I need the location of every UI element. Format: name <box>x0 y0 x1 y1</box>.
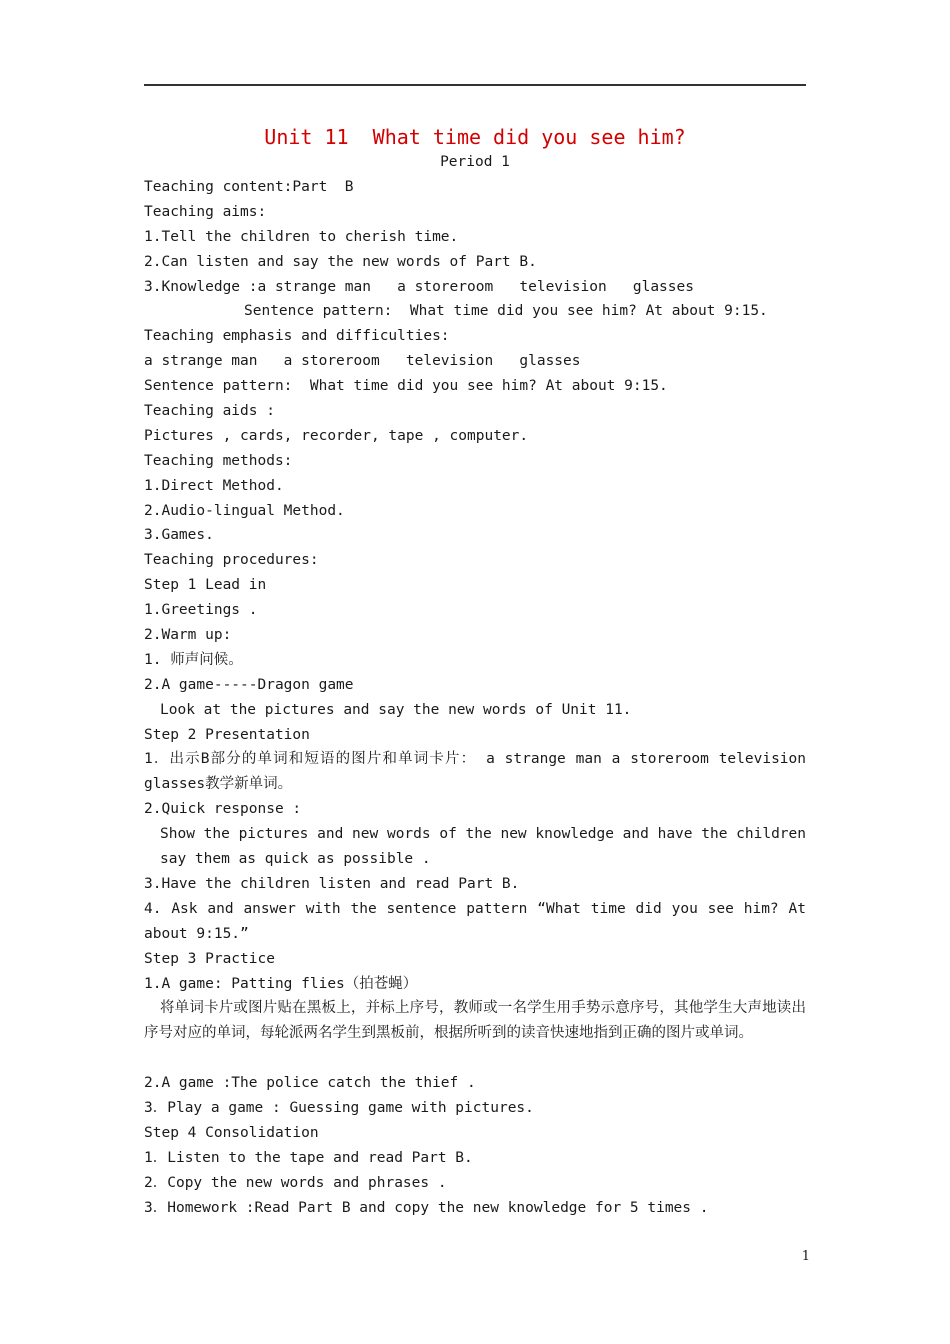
text-line: 1. 师声问候。 <box>144 651 243 668</box>
text-line: Step 1 Lead in <box>144 577 267 594</box>
text-line: 3.Have the children listen and read Part B. <box>144 875 520 892</box>
text-line: Pictures , cards, recorder, tape , computer. <box>144 427 529 444</box>
text-line: 3.Knowledge :a strange man a storeroom television glasses <box>144 278 694 295</box>
text-line: 2．Copy the new words and phrases . <box>144 1174 447 1191</box>
text-line: Look at the pictures and say the new words of Unit 11. <box>160 701 632 718</box>
text-line: a strange man a storeroom television glasses <box>144 353 581 370</box>
text-line: 2.Quick response : <box>144 801 302 818</box>
text-line: Teaching content:Part B <box>144 179 354 195</box>
text-line: Sentence pattern: What time did you see him? At about 9:15. <box>144 378 668 395</box>
text-line: 3．Play a game : Guessing game with pictures. <box>144 1100 534 1117</box>
text-line: Teaching procedures: <box>144 552 319 569</box>
header-rule <box>144 84 806 86</box>
text-line: 3.Games. <box>144 527 214 544</box>
text-line: Teaching aims: <box>144 203 267 220</box>
text-paragraph: 4. Ask and answer with the sentence pattern “What time did you see him? At about 9:15.” <box>144 900 806 942</box>
document-subtitle: Period 1 <box>440 154 510 170</box>
text-line: 1.Greetings . <box>144 602 258 619</box>
text-line: 1．Listen to the tape and read Part B. <box>144 1149 473 1166</box>
text-line: Teaching methods: <box>144 452 293 469</box>
text-line: 2.Audio-lingual Method. <box>144 502 345 519</box>
document-title: Unit 11 What time did you see him? <box>264 125 686 149</box>
text-line: Sentence pattern: What time did you see him? At about 9:15. <box>244 303 768 320</box>
text-line: 1.A game: Patting flies（拍苍蝇） <box>144 975 418 992</box>
text-line: 2.Warm up: <box>144 627 232 644</box>
text-paragraph: 将单词卡片或图片贴在黑板上，并标上序号，教师或一名学生用手势示意序号，其他学生大声地读出序号对应的单词，每轮派两名学生到黑板前，根据所听到的读音快速地指到正确的图片或单词。 <box>144 1000 806 1042</box>
text-line: 2.Can listen and say the new words of Part B. <box>144 253 537 270</box>
page-number: 1 <box>801 1249 810 1264</box>
text-line: 3．Homework :Read Part B and copy the new knowledge for 5 times . <box>144 1199 709 1216</box>
text-line: 1.Direct Method. <box>144 477 284 494</box>
text-line: Step 4 Consolidation <box>144 1124 319 1141</box>
text-paragraph: 1．出示B部分的单词和短语的图片和单词卡片： a strange man a storeroom television glasses教学新单词。 <box>144 751 806 793</box>
text-line: 2.A game :The police catch the thief . <box>144 1075 476 1092</box>
text-line: 2.A game-----Dragon game <box>144 676 354 693</box>
lesson-plan-body <box>144 175 806 1220</box>
text-line: Teaching aids : <box>144 403 275 420</box>
text-line: 1.Tell the children to cherish time. <box>144 228 459 245</box>
text-line: Step 2 Presentation <box>144 726 310 743</box>
text-paragraph: Show the pictures and new words of the new knowledge and have the children say them as quick as possible . <box>160 826 807 868</box>
text-line: Teaching emphasis and difficulties: <box>144 328 450 345</box>
text-line: Step 3 Practice <box>144 950 275 967</box>
